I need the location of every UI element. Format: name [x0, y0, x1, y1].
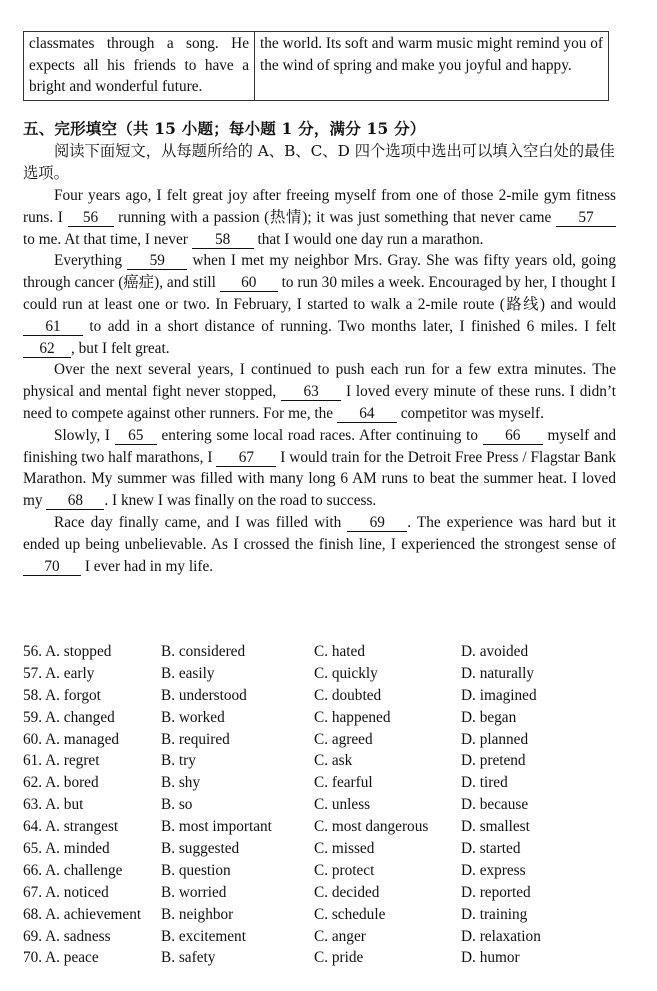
blank-65: 65 — [115, 428, 157, 445]
option-c: C. missed — [314, 840, 375, 858]
text: to me. At that time, I never — [23, 230, 192, 248]
option-c: C. schedule — [314, 905, 386, 923]
option-d: D. naturally — [461, 664, 535, 682]
option-a: 62. A. bored — [23, 774, 99, 792]
option-d: D. avoided — [461, 643, 529, 660]
option-c: C. doubted — [314, 686, 382, 704]
option-c: C. hated — [314, 643, 365, 660]
text: Everything — [54, 252, 128, 270]
option-d: D. smallest — [461, 818, 530, 836]
text: Race day finally came, and I was filled with — [54, 513, 348, 531]
option-a: 60. A. managed — [23, 730, 120, 748]
option-a: 65. A. minded — [23, 840, 110, 858]
table-cell-left: classmates through a song. He expects all his friends to have a bright and wonderful future. — [24, 32, 255, 101]
blank-58: 58 — [192, 232, 254, 249]
option-a: 56. A. stopped — [23, 643, 112, 660]
text: competitor was myself. — [396, 404, 544, 422]
text: Over the next several years, I continued to push each run for a few extra minutes. The physical and mental fight never stopped, — [23, 361, 616, 401]
option-c: C. decided — [314, 883, 380, 901]
option-d: D. humor — [461, 949, 520, 967]
option-d: D. planned — [461, 730, 529, 748]
blank-70: 70 — [23, 559, 81, 576]
blank-56: 56 — [68, 210, 114, 227]
option-d: D. started — [461, 840, 521, 858]
text: , but I felt great. — [71, 339, 170, 357]
blank-68: 68 — [46, 493, 104, 510]
option-a: 68. A. achievement — [23, 905, 142, 923]
blank-60: 60 — [220, 275, 278, 292]
table-cell-right: the world. Its soft and warm music might remind you of the wind of spring and make you joyful and happy. — [255, 32, 609, 101]
option-c: C. anger — [314, 927, 366, 945]
blank-64: 64 — [337, 406, 397, 423]
text: I would train for the Detroit Free Press / Flagstar Bank Marathon. My summer was filled with many long 6 AM runs to beat the summer heat. I loved my — [23, 448, 616, 510]
option-b: B. so — [161, 796, 193, 814]
option-b: B. question — [161, 861, 231, 879]
option-b: B. considered — [161, 643, 246, 660]
option-d: D. because — [461, 796, 529, 814]
option-b: B. excitement — [161, 927, 246, 945]
option-d: D. imagined — [461, 686, 537, 704]
option-a: 67. A. noticed — [23, 883, 109, 901]
option-b: B. safety — [161, 949, 216, 967]
option-c: C. agreed — [314, 730, 373, 748]
option-d: D. relaxation — [461, 927, 541, 945]
option-b: B. most important — [161, 818, 272, 836]
option-d: D. tired — [461, 774, 508, 792]
text: Four years ago, I felt great joy after freeing myself from one of those 2-mile gym fitness runs. I — [23, 187, 616, 226]
option-a: 69. A. sadness — [23, 927, 111, 945]
option-d: D. reported — [461, 883, 531, 901]
text: entering some local road races. After continuing to — [156, 426, 483, 444]
text: . I knew I was finally on the road to success. — [104, 492, 377, 510]
option-b: B. shy — [161, 774, 201, 792]
option-a: 63. A. but — [23, 796, 84, 814]
cloze-passage — [23, 185, 616, 577]
blank-57: 57 — [556, 210, 616, 227]
option-c: C. protect — [314, 861, 375, 879]
option-a: 70. A. peace — [23, 949, 99, 967]
blank-66: 66 — [483, 428, 543, 445]
option-b: B. neighbor — [161, 905, 234, 923]
text: to run 30 miles a week. Encouraged by her, I thought I could run at least one or two. In February, I started to walk a 2-mile route (路线) and would — [23, 274, 616, 313]
option-c: C. fearful — [314, 774, 373, 792]
option-b: B. worked — [161, 708, 225, 726]
option-b: B. required — [161, 730, 230, 748]
section-title: 五、完形填空（共 15 小题；每小题 1 分，满分 15 分） — [23, 119, 426, 138]
blank-69: 69 — [347, 515, 407, 532]
blank-61: 61 — [23, 319, 83, 336]
passage-paragraph-5 — [23, 512, 616, 577]
option-b: B. worried — [161, 883, 227, 901]
option-c: C. happened — [314, 708, 391, 726]
option-b: B. try — [161, 752, 196, 770]
option-c: C. quickly — [314, 664, 378, 682]
text: Slowly, I — [54, 426, 115, 444]
option-d: D. pretend — [461, 752, 526, 770]
text: to add in a short distance of running. Two months later, I finished 6 miles. I felt — [83, 317, 616, 335]
passage-paragraph-1 — [23, 185, 616, 250]
passage-table-fragment — [23, 31, 609, 101]
option-a: 57. A. early — [23, 664, 95, 682]
option-a: 59. A. changed — [23, 708, 115, 726]
blank-62: 62 — [23, 341, 71, 358]
passage-paragraph-2 — [23, 250, 616, 359]
option-a: 66. A. challenge — [23, 861, 123, 879]
option-b: B. easily — [161, 664, 215, 682]
option-a: 64. A. strangest — [23, 818, 119, 836]
option-c: C. ask — [314, 752, 353, 770]
option-a: 61. A. regret — [23, 752, 100, 770]
option-c: C. most dangerous — [314, 818, 429, 836]
text: I loved every minute of these runs. I didn’t need to compete against other runners. For me, the — [23, 383, 617, 422]
text: myself and finishing two half marathons, I — [23, 426, 616, 466]
passage-paragraph-4 — [23, 425, 616, 512]
option-b: B. understood — [161, 686, 247, 704]
option-a: 58. A. forgot — [23, 686, 101, 704]
blank-67: 67 — [216, 450, 276, 467]
text: I ever had in my life. — [81, 557, 214, 575]
option-d: D. training — [461, 905, 528, 923]
option-d: D. began — [461, 708, 517, 726]
text: running with a passion (热情); it was just something that never came — [113, 208, 556, 226]
section-instructions: 阅读下面短文，从每题所给的 A、B、C、D 四个选项中选出可以填入空白处的最佳选项。 — [23, 142, 615, 182]
option-c: C. pride — [314, 949, 364, 967]
option-c: C. unless — [314, 796, 371, 814]
text: . The experience was hard but it ended up being unbelievable. As I crossed the finish line, I experienced the strongest sense of — [23, 513, 616, 553]
blank-59: 59 — [127, 253, 187, 270]
passage-paragraph-3 — [23, 359, 616, 424]
blank-63: 63 — [281, 384, 341, 401]
text: that I would one day run a marathon. — [253, 230, 484, 248]
option-d: D. express — [461, 861, 526, 879]
text: when I met my neighbor Mrs. Gray. She was fifty years old, going through cancer (癌症), and still — [23, 252, 617, 292]
option-b: B. suggested — [161, 840, 240, 858]
